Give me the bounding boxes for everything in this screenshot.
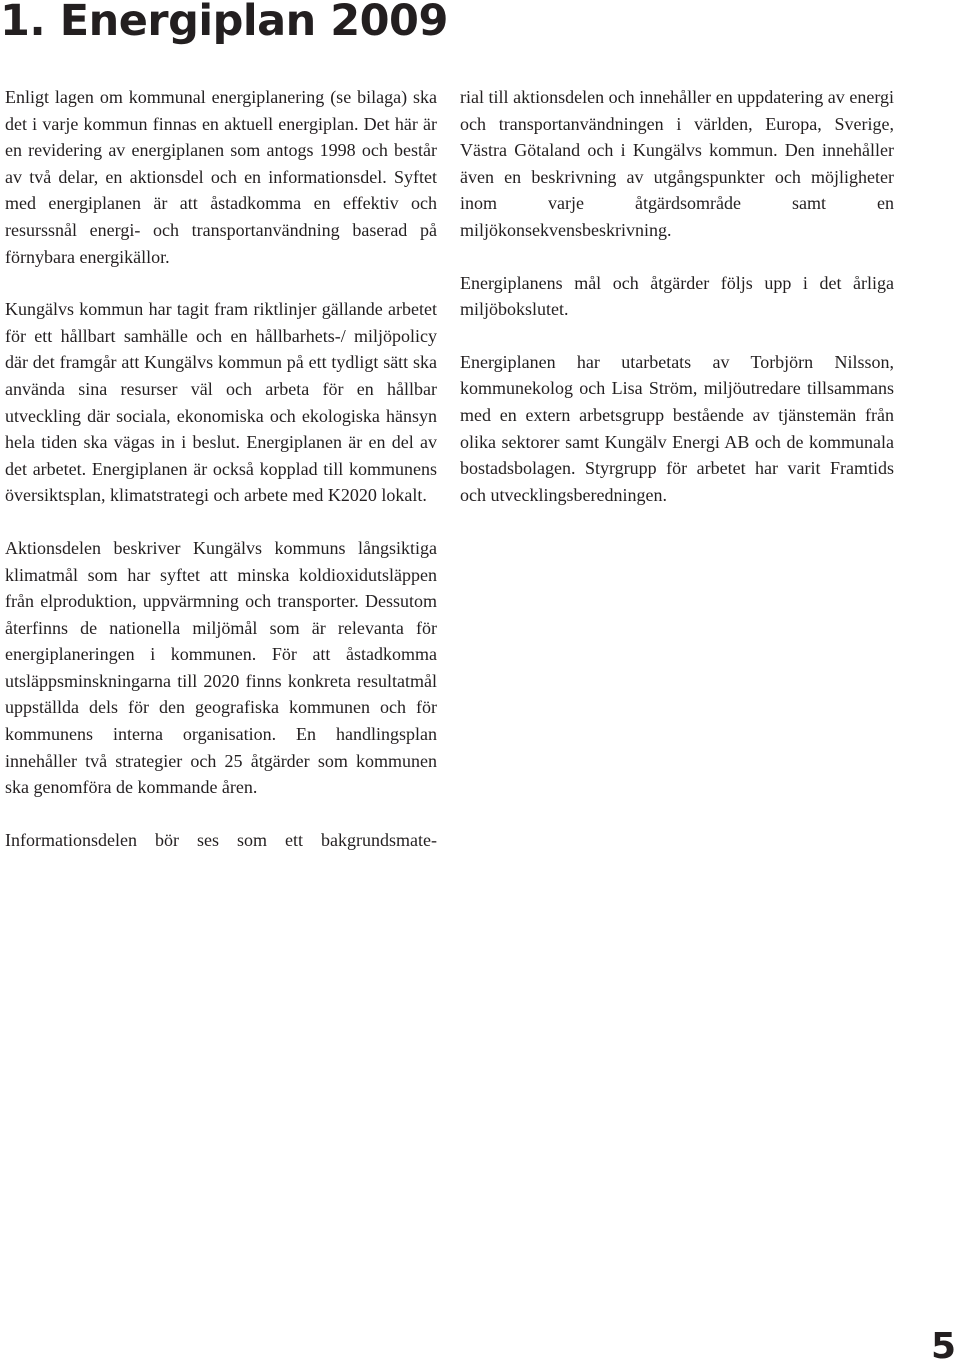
- paragraph-follow-up: Energiplanens mål och åtgärder följs upp i det årliga miljöbokslutet.: [460, 272, 894, 320]
- right-text-column: [460, 84, 894, 508]
- page-number: 5: [930, 1326, 956, 1367]
- paragraph-guidelines: Kungälvs kommun har tagit fram riktlinjer gällande arbetet för ett hållbart samhälle och en hållbarhets-/ miljöpolicy där det framgår att Kungälvs kommun på ett tydligt sätt ska använda sina resurser väl och arbeta för en hållbar utveckling där sociala, ekonomiska och ekologiska hänsyn hela tiden ska vägas in i beslut. Energiplanen är en del av det arbetet. Energiplanen är också kopplad till kommunens översiktsplan, klimatstrategi och arbete med K2020 lokalt.: [5, 299, 437, 506]
- left-text-column: [5, 84, 437, 853]
- paragraph-action-part: Aktionsdelen beskriver Kungälvs kommuns långsiktiga klimatmål som har syftet att minska koldioxidutsläppen från elproduktion, uppvärmning och transporter. Dessutom återfinns de nationella miljömål som är relevanta för energiplaneringen i kommunen. För att åstadkomma utsläppsminskningarna till 2020 finns konkreta resultatmål uppställda dels för den geografiska kommunen och för kommunens interna organisation. En handlingsplan innehåller två strategier och 25 åtgärder som kommunen ska genomföra de kommande åren.: [5, 537, 437, 798]
- paragraph-authors: Energiplanen har utarbetats av Torbjörn Nilsson, kommunekolog och Lisa Ström, miljöutredare tillsammans med en extern arbetsgrupp bestående av tjänstemän från olika sektorer samt Kungälv Energi AB och de kommunala bostadsbolagen. Styrgrupp för arbetet har varit Framtids och utvecklingsberedningen.: [460, 351, 894, 505]
- page-title: 1. Energiplan 2009: [0, 0, 448, 46]
- paragraph-intro: Enligt lagen om kommunal energiplanering (se bilaga) ska det i varje kommun finnas en aktuell energiplan. Det här är en revidering av energiplanen som antogs 1998 och består av två delar, en aktionsdel och en informationsdel. Syftet med energiplanen är att åstadkomma en effektiv och resurssnål energi- och transportanvändning baserad på förnybara energikällor.: [5, 87, 437, 267]
- paragraph-information-part: Informationsdelen bör ses som ett bakgrundsmate-: [5, 829, 437, 850]
- paragraph-information-part-continued: rial till aktionsdelen och innehåller en uppdatering av energi och transportanvändningen i världen, Europa, Sverige, Västra Götaland och i Kungälvs kommun. Den innehåller även en beskrivning av utgångspunkter och möjligheter inom varje åtgärdsområde samt en miljökonsekvensbeskrivning.: [460, 87, 894, 240]
